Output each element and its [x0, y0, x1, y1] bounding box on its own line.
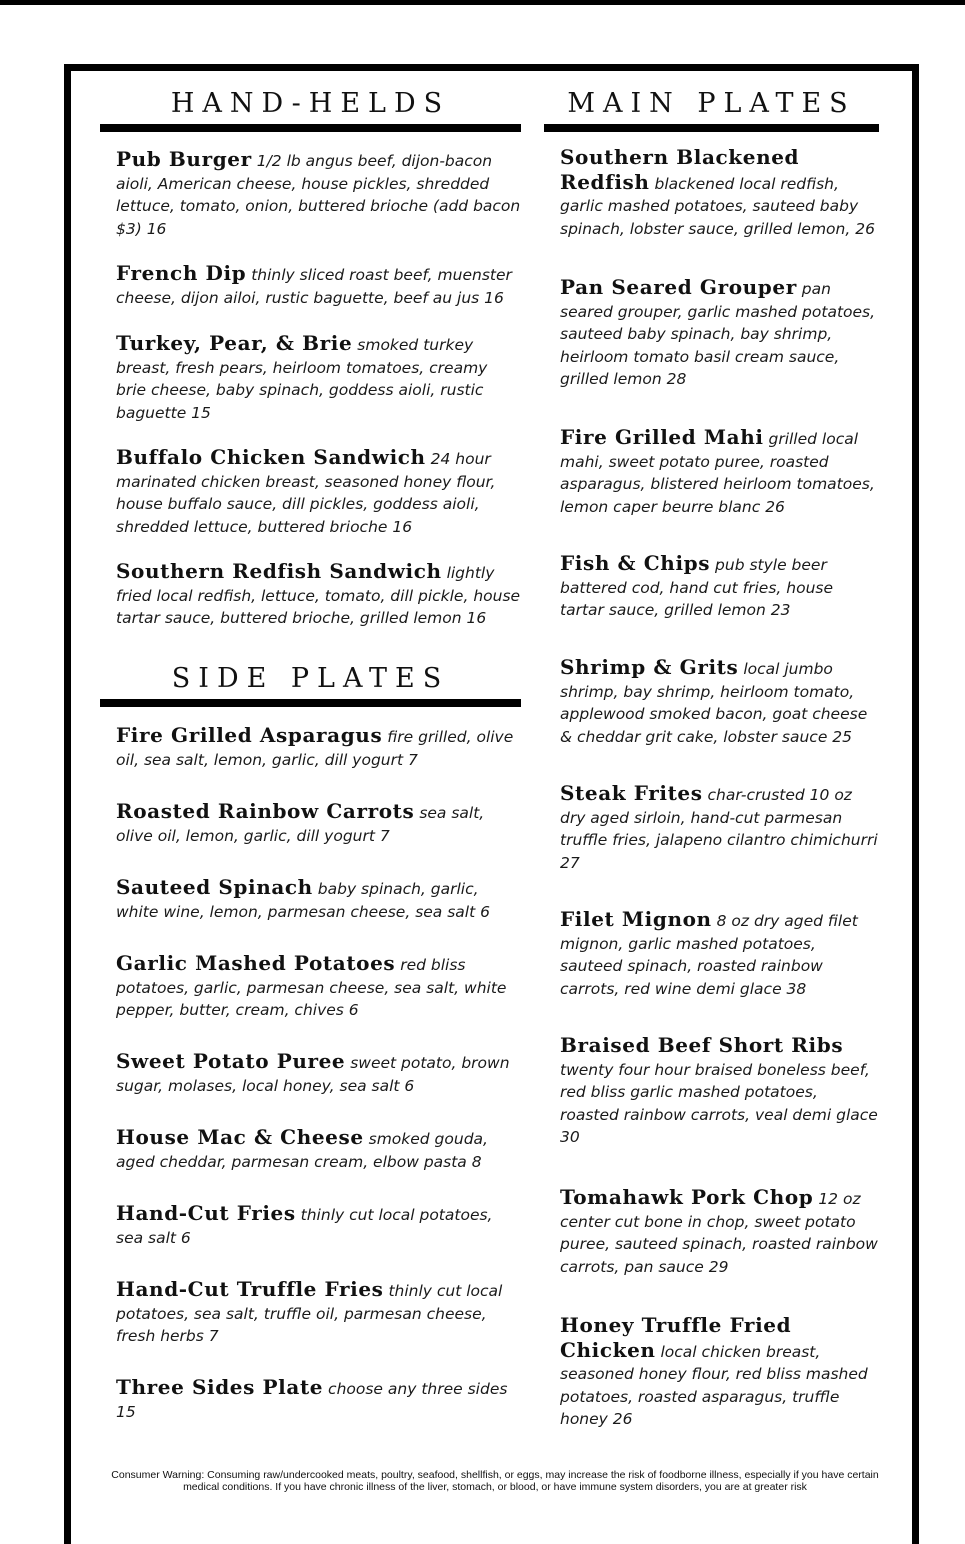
item-name: Pan Seared Grouper [560, 275, 797, 299]
menu-item [116, 724, 521, 771]
sides-rule [100, 699, 521, 707]
menu-item [560, 1034, 880, 1149]
item-desc: smoked gouda, aged cheddar, parmesan cream, elbow pasta 8 [116, 1130, 488, 1171]
handhelds-heading: HAND-HELDS [170, 88, 451, 119]
item-name: Buffalo Chicken Sandwich [116, 445, 426, 469]
top-border [0, 0, 965, 5]
item-name: Sauteed Spinach [116, 875, 313, 899]
item-desc: 8 oz dry aged filet mignon, garlic mashed potatoes, sauteed spinach, roasted rainbow carrots, red wine demi glace 38 [560, 912, 858, 998]
menu-item [116, 560, 521, 630]
sides-heading: SIDE PLATES [171, 663, 450, 694]
item-name: Three Sides Plate [116, 1375, 324, 1399]
item-name: Fish & Chips [560, 551, 711, 575]
item-name: Pub Burger [116, 147, 252, 171]
item-desc: smoked turkey breast, fresh pears, heirloom tomatoes, creamy brie cheese, baby spinach, goddess aioli, rustic baguette 15 [116, 336, 488, 422]
sides-header [100, 661, 521, 707]
menu-item [116, 446, 521, 538]
menu-item [560, 146, 880, 240]
menu-item [560, 782, 880, 874]
item-name: Hand-Cut Truffle Fries [116, 1277, 384, 1301]
menu-item [560, 426, 880, 518]
item-desc: 12 oz center cut bone in chop, sweet potato puree, sauteed spinach, roasted rainbow carrots, pan sauce 29 [560, 1190, 878, 1276]
menu-item [116, 1126, 521, 1173]
item-name: Fire Grilled Mahi [560, 425, 764, 449]
menu-item [116, 1202, 521, 1249]
mains-rule [544, 124, 879, 132]
item-desc: thinly cut local potatoes, sea salt, truffle oil, parmesan cheese, fresh herbs 7 [116, 1282, 503, 1345]
item-name: House Mac & Cheese [116, 1125, 364, 1149]
item-desc: twenty four hour braised boneless beef, red bliss garlic mashed potatoes, roasted rainbow carrots, veal demi glace 30 [560, 1060, 878, 1146]
item-desc: thinly cut local potatoes, sea salt 6 [116, 1206, 493, 1247]
menu-item [116, 1278, 521, 1348]
item-desc: pub style beer battered cod, hand cut fries, house tartar sauce, grilled lemon 23 [560, 556, 834, 619]
item-name: Braised Beef Short Ribs [560, 1033, 844, 1057]
menu-item [116, 800, 521, 847]
menu-item [116, 332, 521, 424]
item-desc: local chicken breast, seasoned honey flour, red bliss mashed potatoes, roasted asparagus, truffle honey 26 [560, 1342, 868, 1428]
item-name: Fire Grilled Asparagus [116, 723, 383, 747]
menu-item [560, 1186, 880, 1278]
item-name: Roasted Rainbow Carrots [116, 799, 415, 823]
item-desc: local jumbo shrimp, bay shrimp, heirloom tomato, applewood smoked bacon, goat cheese & cheddar grit cake, lobster sauce 25 [560, 660, 868, 746]
menu-item [116, 262, 521, 309]
item-desc: fire grilled, olive oil, sea salt, lemon, garlic, dill yogurt 7 [116, 728, 514, 769]
item-name: Shrimp & Grits [560, 655, 739, 679]
menu-item [116, 876, 521, 923]
item-name: Hand-Cut Fries [116, 1201, 296, 1225]
item-name: Honey Truffle Fried Chicken [560, 1313, 792, 1362]
consumer-warning: Consumer Warning: Consuming raw/undercooked meats, poultry, seafood, shellfish, or eggs, may increase the risk of foodborne illness, especially if you have certain medical conditions. If you have chronic illness of the liver, stomach, or blood, or have immune system disorders, you are at greater risk [111, 1469, 879, 1493]
item-desc: pan seared grouper, garlic mashed potatoes, sauteed baby spinach, bay shrimp, heirloom tomato basil cream sauce, grilled lemon 28 [560, 280, 876, 388]
mains-header [544, 86, 879, 132]
item-name: Southern Blackened Redfish [560, 145, 800, 194]
item-desc: blackened local redfish, garlic mashed potatoes, sauteed baby spinach, lobster sauce, grilled lemon, 26 [560, 174, 875, 238]
menu-item [560, 552, 880, 622]
item-desc: lightly fried local redfish, lettuce, tomato, dill pickle, house tartar sauce, buttered brioche, grilled lemon 16 [116, 564, 521, 627]
item-name: Turkey, Pear, & Brie [116, 331, 353, 355]
item-name: Filet Mignon [560, 907, 712, 931]
mains-heading: MAIN PLATES [567, 88, 856, 119]
item-desc: baby spinach, garlic, white wine, lemon, parmesan cheese, sea salt 6 [116, 880, 490, 921]
left-column [100, 86, 521, 132]
item-name: Garlic Mashed Potatoes [116, 951, 396, 975]
item-desc: thinly sliced roast beef, muenster cheese, dijon ailoi, rustic baguette, beef au jus 16 [116, 266, 512, 307]
item-desc: char-crusted 10 oz dry aged sirloin, hand-cut parmesan truffle fries, jalapeno cilantro chimichurri 27 [560, 786, 878, 872]
menu-item [116, 148, 521, 240]
menu-item [560, 656, 880, 748]
item-desc: red bliss potatoes, garlic, parmesan cheese, sea salt, white pepper, butter, cream, chives 6 [116, 956, 507, 1019]
handhelds-rule [100, 124, 521, 132]
item-name: Sweet Potato Puree [116, 1049, 346, 1073]
menu-item [116, 952, 521, 1022]
menu-item [560, 908, 880, 1000]
menu-item [116, 1050, 521, 1097]
item-name: Southern Redfish Sandwich [116, 559, 442, 583]
item-desc: choose any three sides 15 [116, 1380, 508, 1421]
menu-item [116, 1376, 521, 1423]
item-name: French Dip [116, 261, 247, 285]
item-desc: 24 hour marinated chicken breast, seasoned honey flour, house buffalo sauce, dill pickles, goddess aioli, shredded lettuce, buttered brioche 16 [116, 450, 496, 536]
menu-item [560, 1314, 880, 1431]
item-desc: sweet potato, brown sugar, molases, local honey, sea salt 6 [116, 1054, 510, 1095]
item-desc: sea salt, olive oil, lemon, garlic, dill yogurt 7 [116, 804, 485, 845]
item-desc: 1/2 lb angus beef, dijon-bacon aioli, American cheese, house pickles, shredded lettuce, tomato, onion, buttered brioche (add bacon $3) 16 [116, 152, 521, 238]
menu-item [560, 276, 880, 391]
item-desc: grilled local mahi, sweet potato puree, roasted asparagus, blistered heirloom tomatoes, lemon caper beurre blanc 26 [560, 430, 875, 516]
item-name: Tomahawk Pork Chop [560, 1185, 814, 1209]
item-name: Steak Frites [560, 781, 703, 805]
